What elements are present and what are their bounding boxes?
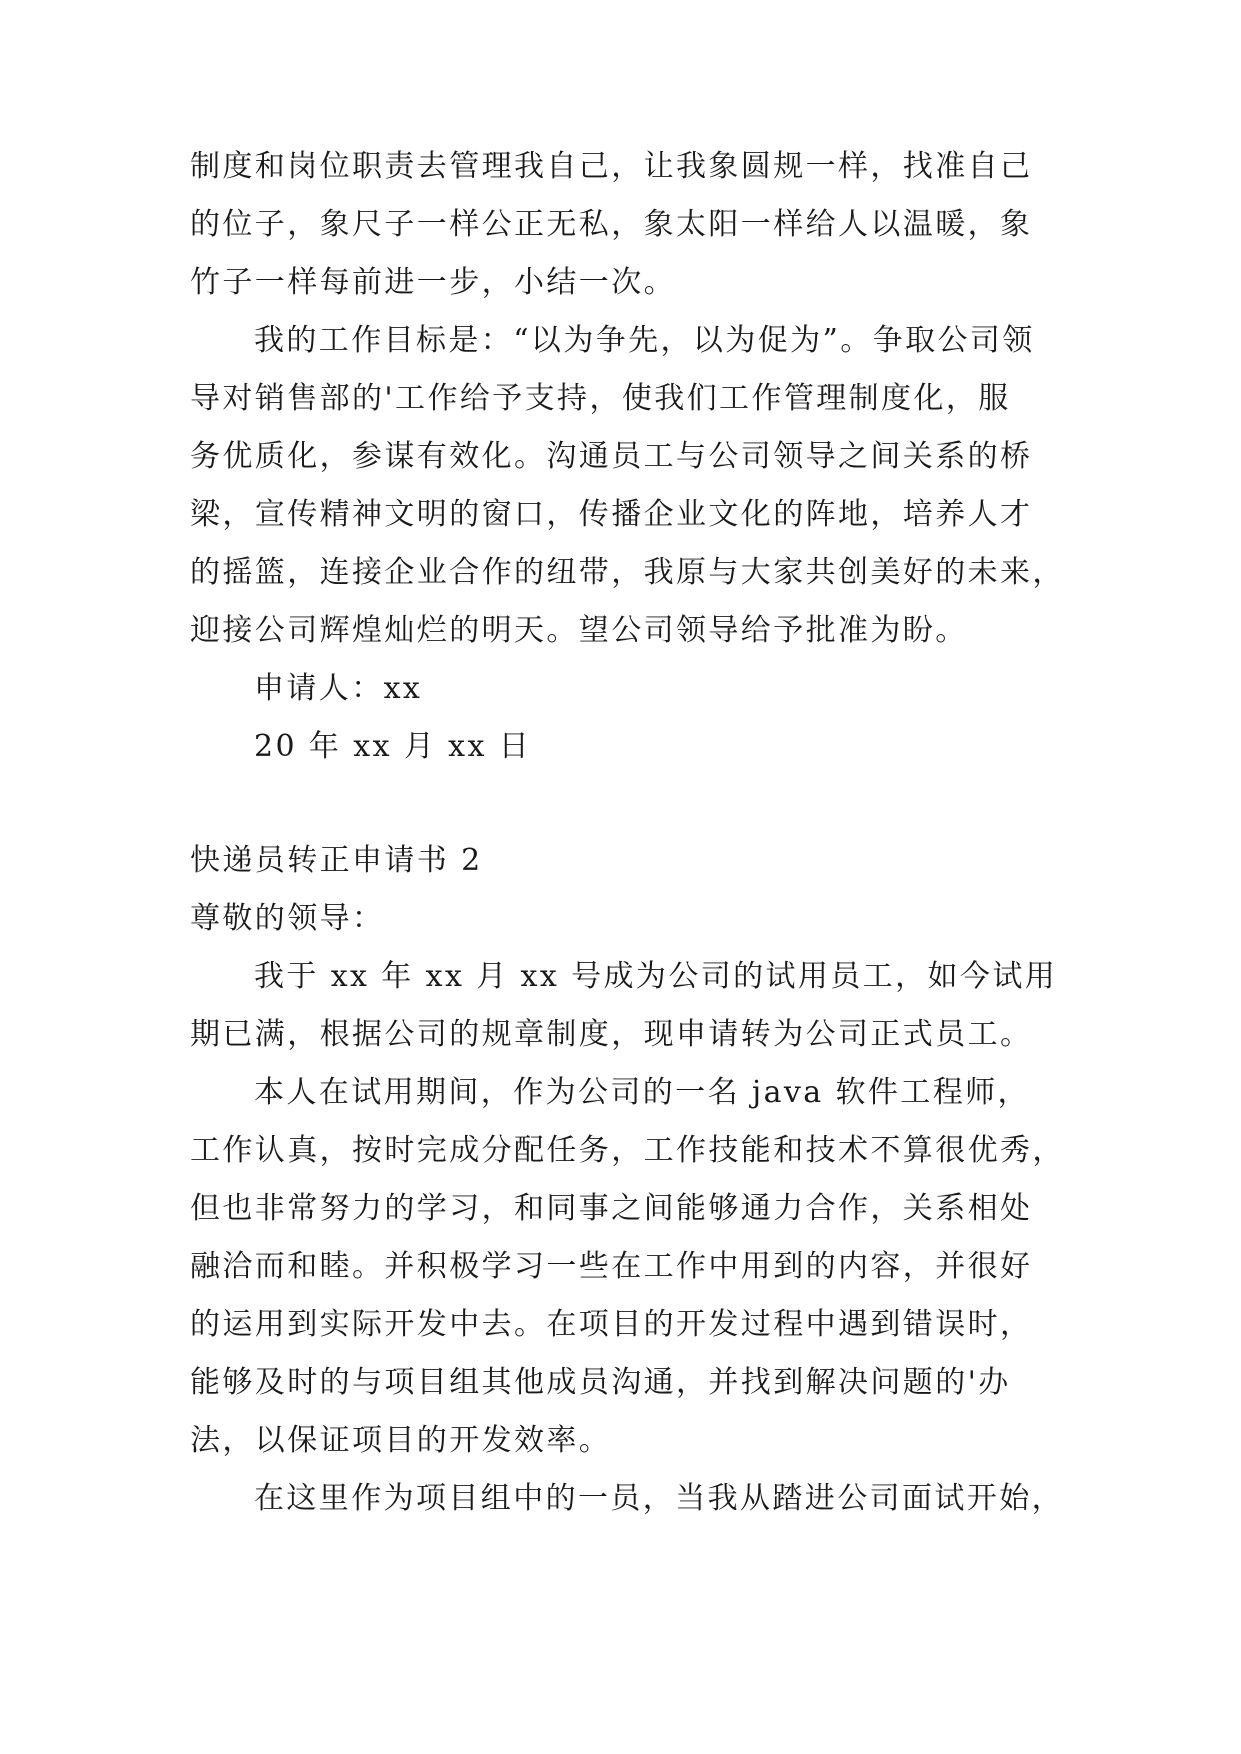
text-line: 法，以保证项目的开发效率。 [190, 1423, 612, 1458]
text-line: 的运用到实际开发中去。在项目的开发过程中遇到错误时， [190, 1307, 1033, 1342]
text-line: 梁，宣传精神文明的窗口，传播企业文化的阵地，培养人才 [190, 497, 1033, 532]
text-line: 期已满，根据公司的规章制度，现申请转为公司正式员工。 [190, 1017, 1033, 1052]
text-line: 但也非常努力的学习，和同事之间能够通力合作，关系相处 [190, 1191, 1033, 1226]
text-line: 能够及时的与项目组其他成员沟通，并找到解决问题的'办 [190, 1365, 1011, 1400]
text-line: 融洽而和睦。并积极学习一些在工作中用到的内容，并很好 [190, 1249, 1033, 1284]
text-line: 本人在试用期间，作为公司的一名 java 软件工程师， [254, 1075, 1030, 1110]
text-line: 的位子，象尺子一样公正无私，象太阳一样给人以温暖，象 [190, 207, 1033, 242]
text-line: 迎接公司辉煌灿烂的明天。望公司领导给予批准为盼。 [190, 613, 968, 648]
text-line: 我于 xx 年 xx 月 xx 号成为公司的试用员工，如今试用 [254, 959, 1058, 994]
text-line: 竹子一样每前进一步，小结一次。 [190, 265, 676, 300]
section-title: 快递员转正申请书 2 [190, 843, 483, 878]
signature-label: 申请人：xx [254, 671, 423, 706]
text-line: 我的工作目标是：“以为争先，以为促为”。争取公司领 [254, 323, 1035, 358]
text-line: 导对销售部的'工作给予支持，使我们工作管理制度化，服 [190, 381, 1011, 416]
date-line: 20 年 xx 月 xx 日 [254, 729, 532, 764]
text-line: 在这里作为项目组中的一员，当我从踏进公司面试开始， [254, 1481, 1064, 1516]
text-line: 工作认真，按时完成分配任务，工作技能和技术不算很优秀， [190, 1133, 1065, 1168]
text-line: 的摇篮，连接企业合作的纽带，我原与大家共创美好的未来， [190, 555, 1065, 590]
text-line: 务优质化，参谋有效化。沟通员工与公司领导之间关系的桥 [190, 439, 1033, 474]
salutation: 尊敬的领导： [190, 901, 385, 936]
text-line: 制度和岗位职责去管理我自己，让我象圆规一样，找准自己 [190, 149, 1033, 184]
